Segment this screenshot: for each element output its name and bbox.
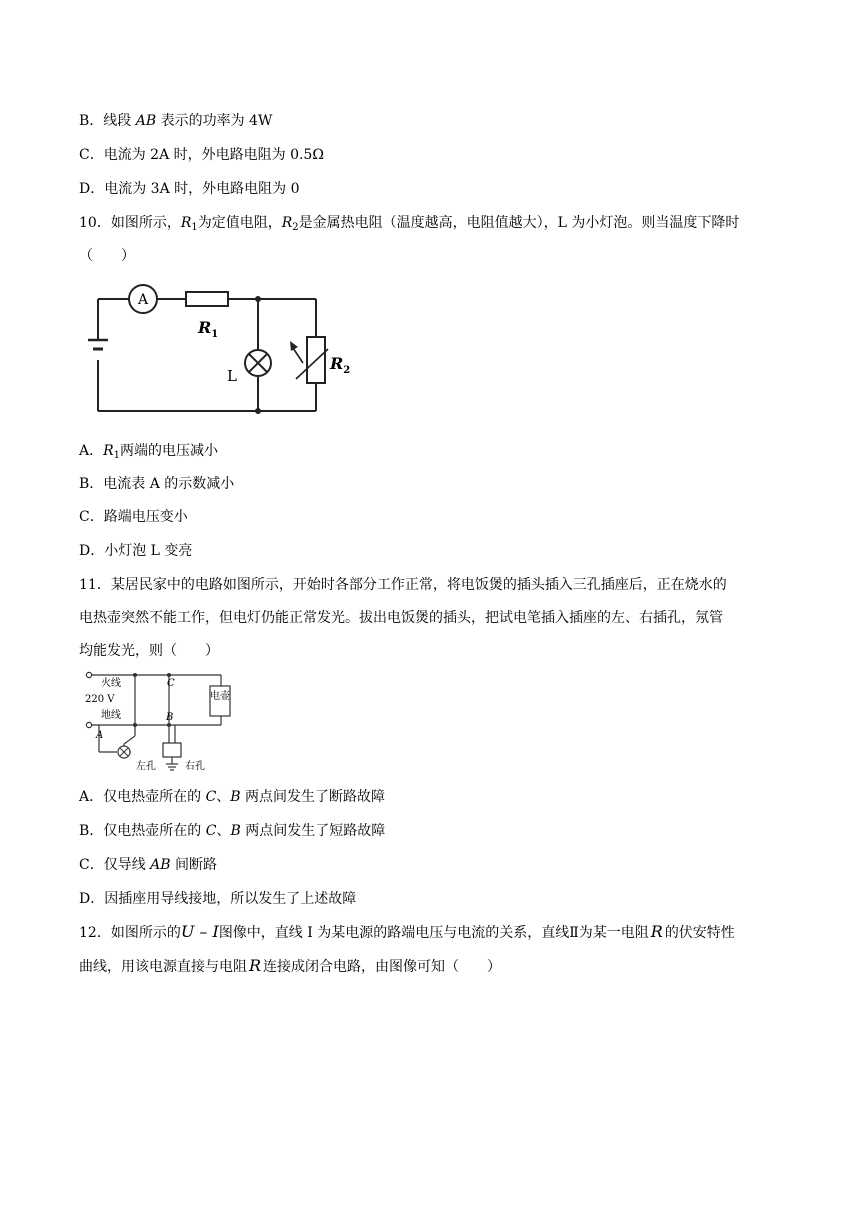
q12-r-symbol: R <box>650 922 663 941</box>
q11-option-b-text: 两点间发生了短路故障 <box>240 823 386 839</box>
q11-stem-line-2: 电热壶突然不能工作，但电灯仍能正常发光。拔出电饭煲的插头，把试电笔插入插座的左、右插孔，氖管 <box>79 610 723 626</box>
socket-icon <box>163 743 181 757</box>
q10-option-a-sub: 1 <box>113 450 121 461</box>
q9-option-d: D．电流为 3A 时，外电路电阻为 0 <box>79 181 300 197</box>
q9-option-b <box>79 111 272 131</box>
terminal-icon <box>86 672 91 677</box>
kettle-label: 电壶 <box>210 691 230 702</box>
q11-option-a-c: C <box>205 789 217 805</box>
q10-circuit-diagram <box>84 283 352 415</box>
q9-option-c: C．电流为 2A 时，外电路电阻为 0.5Ω <box>79 147 324 163</box>
q10-option-c: C．路端电压变小 <box>79 509 188 525</box>
voltage-label: 220 V <box>85 694 115 705</box>
q11-stem-line-3: 均能发光，则（ ） <box>79 643 219 659</box>
q9-option-b-text: 表示的功率为 4W <box>156 113 273 129</box>
neutral-wire-label: 地线 <box>101 710 121 721</box>
q12-stem-line-2 <box>79 956 501 977</box>
right-hole-label: 右孔 <box>185 761 205 772</box>
lamp-label: L <box>227 367 237 385</box>
q11-option-b <box>79 821 385 841</box>
point-b-label: B <box>166 712 174 723</box>
point-c-label: C <box>167 678 175 689</box>
q10-option-b: B．电流表 A 的示数减小 <box>79 476 235 492</box>
q10-stem-mid: 为定值电阻， <box>197 215 282 231</box>
q9-option-b-prefix: B．线段 <box>79 113 136 129</box>
q12-stem-line-2-end: 连接成闭合电路，由图像可知（ ） <box>263 959 502 975</box>
q12-stem-end: 的伏安特性 <box>664 925 735 941</box>
q11-option-c-prefix: C．仅导线 <box>79 857 151 873</box>
q10-stem-r1: R <box>180 215 192 231</box>
left-hole-label: 左孔 <box>136 761 156 772</box>
q10-option-a-text: 两端的电压减小 <box>120 443 219 459</box>
q10-stem-r1-sub: 1 <box>191 222 198 233</box>
terminal-icon <box>86 722 91 727</box>
q11-option-c-var: AB <box>150 857 171 873</box>
q10-option-d: D．小灯泡 L 变亮 <box>79 543 193 559</box>
q10-option-a-var: R <box>103 443 114 459</box>
point-a-label: A <box>96 730 104 741</box>
q11-stem-line-1: 11．某居民家中的电路如图所示，开始时各部分工作正常，将电饭煲的插头插入三孔插座后，正在烧水的 <box>79 577 727 593</box>
q10-option-a <box>79 441 218 461</box>
q11-circuit-diagram <box>84 668 232 774</box>
q12-stem-line-1 <box>79 922 735 943</box>
q11-option-b-sep: 、 <box>216 823 231 839</box>
q11-option-b-c: C <box>205 823 217 839</box>
q10-stem-start: 10．如图所示， <box>79 215 181 231</box>
q12-ui-symbol: U – I <box>180 922 219 941</box>
r2-label: $R_2$ <box>330 354 351 376</box>
q11-option-a-text: 两点间发生了断路故障 <box>240 789 386 805</box>
r1-label: $R_1$ <box>198 318 219 340</box>
q12-stem-start: 12．如图所示的 <box>79 925 181 941</box>
ammeter-label: A <box>137 292 149 308</box>
q11-option-a-sep: 、 <box>216 789 231 805</box>
resistor-r1-icon <box>186 292 228 306</box>
q10-stem-r2-sub: 2 <box>292 222 299 233</box>
q10-stem-end: 是金属热电阻（温度越高，电阻值越大），L 为小灯泡。则当温度下降时 <box>298 215 740 231</box>
q10-stem-r2: R <box>281 215 293 231</box>
q11-option-c-text: 间断路 <box>170 857 218 873</box>
q11-option-b-prefix: B．仅电热壶所在的 <box>79 823 206 839</box>
q11-option-a-b: B <box>230 789 241 805</box>
q11-option-a <box>79 787 385 807</box>
q11-option-a-prefix: A．仅电热壶所在的 <box>79 789 206 805</box>
q11-option-c <box>79 855 217 875</box>
q10-stem <box>79 213 739 233</box>
q10-answer-bracket: （ ） <box>79 248 135 264</box>
q12-r-symbol-2: R <box>249 956 262 975</box>
q9-option-b-var: AB <box>135 113 157 129</box>
q11-option-d: D．因插座用导线接地，所以发生了上述故障 <box>79 891 357 907</box>
live-wire-label: 火线 <box>101 678 121 689</box>
q11-option-b-b: B <box>230 823 241 839</box>
q10-option-a-prefix: A． <box>79 443 104 459</box>
q12-stem-mid: 图像中，直线 I 为某电源的路端电压与电流的关系，直线Ⅱ为某一电阻 <box>218 925 649 941</box>
q12-stem-line-2-start: 曲线，用该电源直接与电阻 <box>79 959 247 975</box>
